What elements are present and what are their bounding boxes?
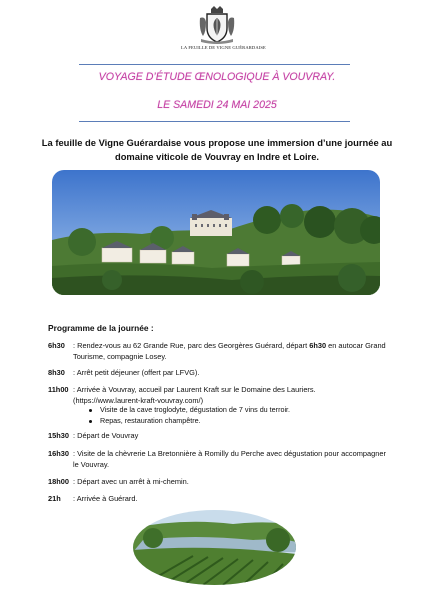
entry-time: 11h00 [48, 385, 69, 394]
entry-time: 16h30 [48, 449, 69, 458]
entry-time: 15h30 [48, 431, 69, 440]
title-bottom-rule [79, 121, 350, 122]
event-title: VOYAGE D’ÉTUDE ŒNOLOGIQUE À VOUVRAY. [98, 71, 336, 83]
entry-text: : Départ avec un arrêt à mi-chemin. [73, 477, 189, 486]
entry-text: : Arrivée à Vouvray, accueil par Laurent Kraft sur le Domaine des Lauriers. (https://www.laurent-kraft-vouvray.com/) [73, 385, 316, 405]
event-date: LE SAMEDI 24 MAI 2025 [157, 99, 277, 111]
bullet-item: Visite de la cave troglodyte, dégustation de 7 vins du terroir. [86, 405, 290, 416]
logo-caption: LA FEUILLE DE VIGNE GUÉRARDAISE [181, 45, 266, 50]
title-top-rule [79, 64, 350, 65]
vouvray-landscape-photo [52, 170, 380, 295]
entry-text: : Rendez-vous au 62 Grande Rue, parc des Georgères Guérard, départ 6h30 en autocar Grand Tourisme, compagnie Losey. [73, 341, 386, 361]
entry-text: : Arrêt petit déjeuner (offert par LFVG). [73, 368, 200, 377]
entry-bullet-list [86, 405, 290, 426]
bullet-item: Repas, restauration champêtre. [86, 416, 290, 427]
entry-time: 8h30 [48, 368, 65, 377]
entry-text: : Visite de la chèvrerie La Bretonnière à Romilly du Perche avec dégustation pour accompagner le Vouvray. [73, 449, 386, 469]
entry-text: : Arrivée à Guérard. [73, 494, 138, 503]
entry-time: 21h [48, 494, 61, 503]
entry-time: 6h30 [48, 341, 65, 350]
domain-website-link[interactable]: (https://www.laurent-kraft-vouvray.com/) [73, 395, 204, 405]
programme-heading: Programme de la journée : [48, 323, 154, 333]
vineyard-oval-photo [133, 510, 296, 585]
logo [181, 6, 266, 52]
entry-text: : Départ de Vouvray [73, 431, 139, 440]
entry-time: 18h00 [48, 477, 69, 486]
coat-of-arms-icon [197, 6, 237, 44]
intro-paragraph: La feuille de Vigne Guérardaise vous propose une immersion d’une journée au domaine viticole de Vouvray en Indre et Loire. [41, 137, 393, 162]
